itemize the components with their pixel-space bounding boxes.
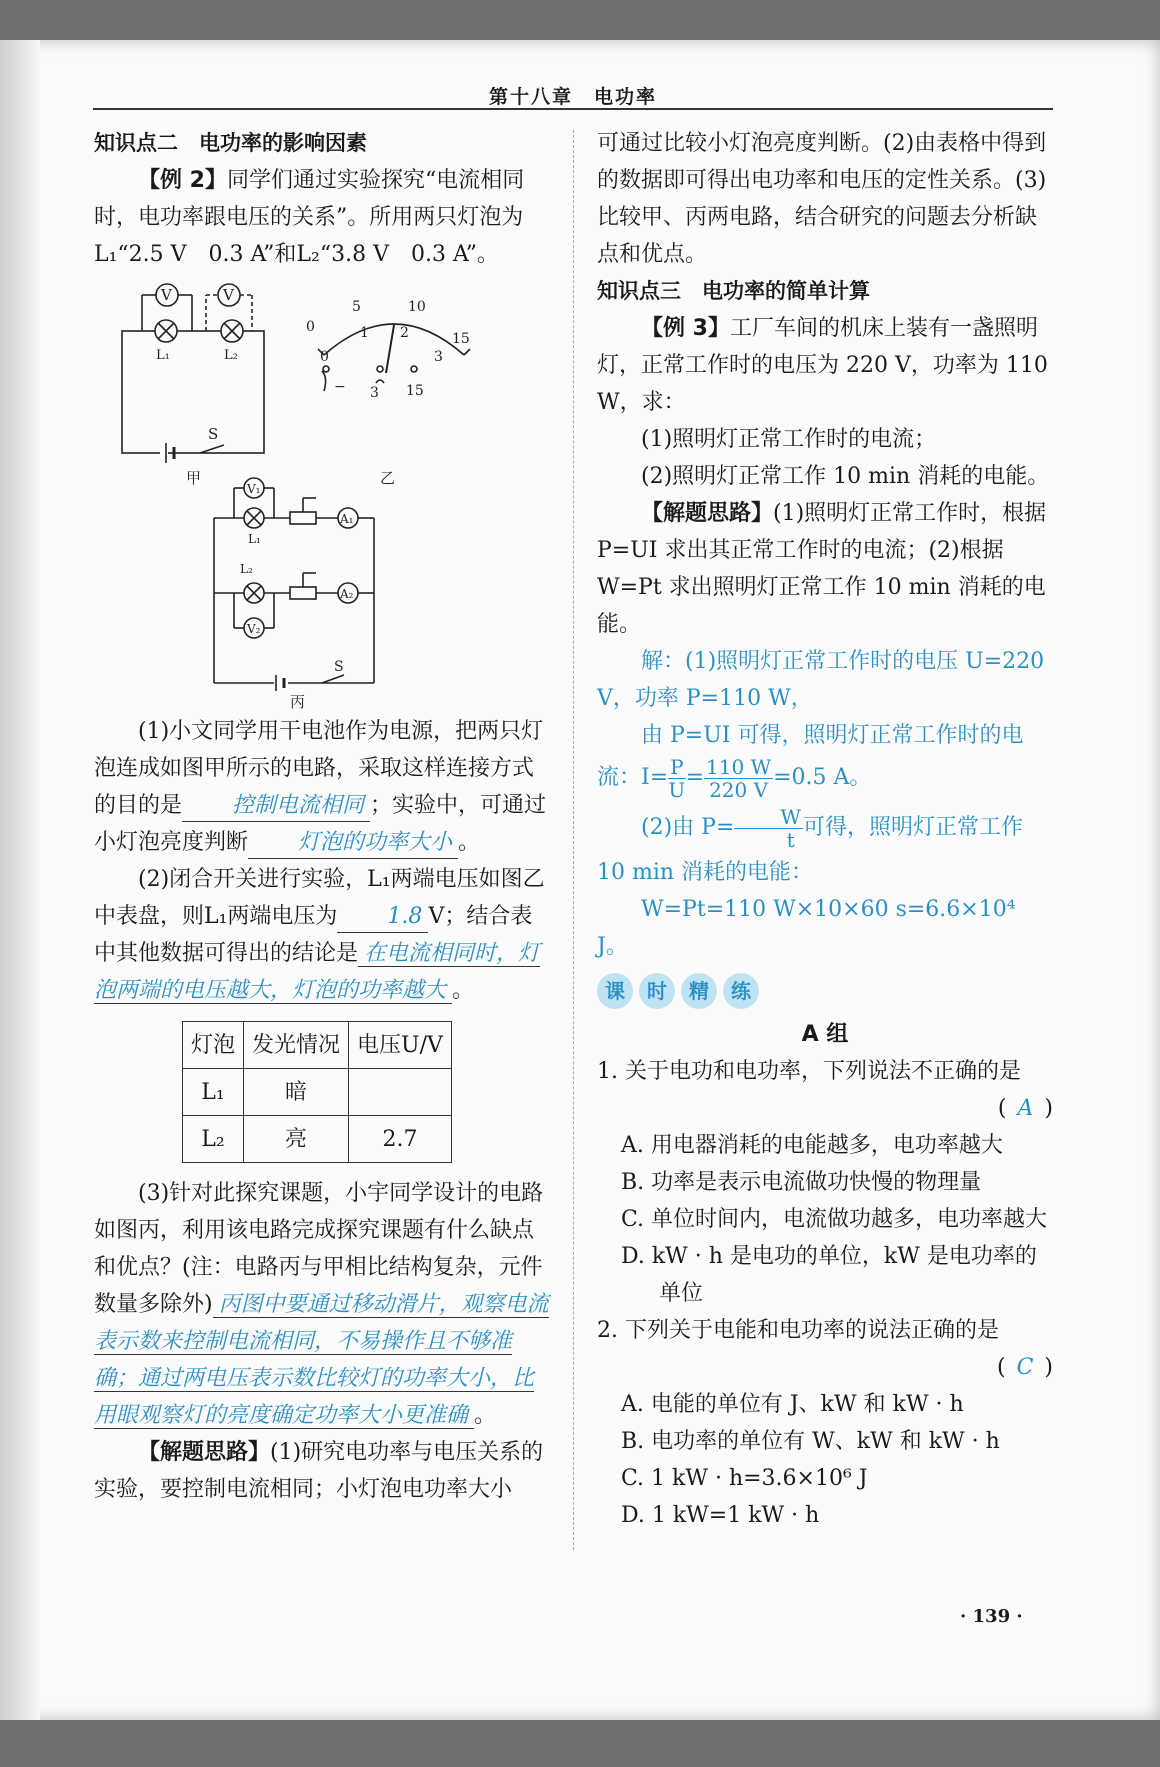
option: A. 用电器消耗的电能越多，电功率越大 bbox=[621, 1133, 1003, 1158]
option: C. 1 kW · h=3.6×10⁶ J bbox=[621, 1466, 868, 1491]
solution-line: 解：(1)照明灯正常工作时的电压 U=220 V，功率 P=110 W， bbox=[597, 649, 1045, 711]
terminal-minus: − bbox=[334, 379, 346, 395]
v-label: V bbox=[161, 286, 172, 304]
v1-label: V₁ bbox=[247, 482, 261, 496]
example-3: 【例 3】工厂车间的机床上装有一盏照明灯，正常工作时的电压为 220 V，功率为 110 W，求： bbox=[597, 316, 1048, 415]
figure-jia bbox=[122, 284, 264, 463]
data-table bbox=[182, 1021, 452, 1163]
scale-top-5: 5 bbox=[352, 299, 361, 315]
figure-bing bbox=[214, 478, 374, 691]
question-1: (1)小文同学用干电池作为电源，把两只灯泡连成如图甲所示的电路，采取这样连接方式的目的是 控制电流相同 ；实验中，可通过小灯泡亮度判断 灯泡的功率大小 。 bbox=[94, 713, 550, 861]
rheostat-icon bbox=[290, 587, 316, 599]
circuit-diagrams-svg bbox=[94, 273, 550, 713]
table-header: 发光情况 bbox=[244, 1022, 349, 1069]
left-column bbox=[94, 125, 550, 1508]
solution-line: (2)由 P= $\frac{W}{t}$ 可得，照明灯正常工作 bbox=[641, 804, 1023, 852]
header-rule bbox=[93, 108, 1053, 110]
solution-idea: 【解题思路】(1)照明灯正常工作时，根据 P=UI 求出其正常工作时的电流；(2)根据 W=Pt 求出照明灯正常工作 10 min 消耗的电能。 bbox=[597, 501, 1047, 637]
terminal-15: 15 bbox=[406, 383, 424, 399]
solution-idea: 【解题思路】(1)研究电功率与电压关系的实验，要控制电流相同；小灯泡电功率大小 bbox=[94, 1440, 544, 1502]
switch-label: S bbox=[208, 425, 219, 443]
page-number: · 139 · bbox=[960, 1606, 1023, 1627]
scale-bottom-2: 2 bbox=[400, 325, 409, 341]
table-header: 灯泡 bbox=[183, 1022, 244, 1069]
l1-label: L₁ bbox=[248, 532, 261, 546]
mc-question-2: 2. 下列关于电能和电功率的说法正确的是 bbox=[597, 1318, 999, 1343]
table-row: L₂ 亮 2.7 bbox=[183, 1116, 452, 1163]
option: B. 电功率的单位有 W、kW 和 kW · h bbox=[621, 1429, 1000, 1454]
a1-label: A₁ bbox=[340, 512, 354, 526]
scale-bottom-3: 3 bbox=[434, 349, 443, 365]
option: D. kW · h 是电功的单位，kW 是电功率的 bbox=[621, 1244, 1037, 1269]
answer-blank: 1.8 bbox=[337, 902, 428, 933]
question-3: (3)针对此探究课题，小宇同学设计的电路如图丙，利用该电路完成探究课题有什么缺点和优点？(注：电路丙与甲相比结构复杂，元件数量多除外) 丙图中要通过移动滑片，观察电流表示数来控制电流相同，不易操作且不够准确；通过两电压表示数比较灯的功率大小，比用眼观察灯的亮度确定功率大小更准确 。 bbox=[94, 1181, 549, 1428]
circuit-figures bbox=[94, 273, 550, 713]
a2-label: A₂ bbox=[340, 587, 354, 601]
right-column bbox=[597, 125, 1053, 1534]
fraction: $\frac{P}{U}$ bbox=[668, 754, 686, 802]
solution-line: 由 P=UI 可得，照明灯正常工作时的电 bbox=[641, 723, 1024, 748]
l2-label: L₂ bbox=[240, 562, 253, 576]
option: B. 功率是表示电流做功快慢的物理量 bbox=[621, 1170, 982, 1195]
practice-banner: 课 时 精 练 bbox=[597, 973, 1053, 1010]
solution-line: W=Pt=110 W×10×60 s=6.6×10⁴ J。 bbox=[597, 897, 1016, 959]
ex3-q1: (1)照明灯正常工作时的电流； bbox=[641, 427, 937, 452]
l1-label: L₁ bbox=[156, 348, 170, 363]
group-title: A 组 bbox=[801, 1022, 849, 1047]
fraction: $\frac{110 W}{220 V}$ bbox=[706, 754, 772, 802]
answer-blank: 在电流相同时，灯泡两端的电压越大，灯泡的功率越大 bbox=[94, 941, 541, 1003]
scale-bottom-1: 1 bbox=[360, 325, 369, 341]
switch-label: S bbox=[334, 659, 344, 675]
answer-blank: 灯泡的功率大小 bbox=[248, 828, 458, 859]
v-label: V bbox=[223, 286, 234, 304]
answer-blank: 控制电流相同 bbox=[182, 791, 370, 822]
figure-jia-caption: 甲 bbox=[186, 469, 202, 487]
page-shadow bbox=[0, 40, 40, 1720]
solution-line: 流：I= $\frac{P}{U}$ = $\frac{110 W}{220 V}$ =0.5 A。 bbox=[597, 754, 872, 802]
v2-label: V₂ bbox=[247, 622, 261, 636]
option: A. 电能的单位有 J、kW 和 kW · h bbox=[621, 1392, 964, 1417]
option: D. 1 kW=1 kW · h bbox=[621, 1503, 820, 1528]
mc-answer-1: ( A ) bbox=[997, 1096, 1053, 1121]
ex2-text: 同学们通过实验探究“电流相同时，电功率跟电压的关系”。所用两只灯泡为L₁“2.5 V 0.3 A”和L₂“3.8 V 0.3 A”。 bbox=[94, 168, 525, 267]
option: C. 单位时间内，电流做功越多，电功率越大 bbox=[621, 1207, 1048, 1232]
terminal-3: 3 bbox=[370, 385, 379, 401]
question-2: (2)闭合开关进行实验，L₁两端电压如图乙中表盘，则L₁两端电压为 1.8 V；结合表中其他数据可得出的结论是 在电流相同时，灯泡两端的电压越大，灯泡的功率越大 。 bbox=[94, 867, 545, 1003]
solution-line: 10 min 消耗的电能： bbox=[597, 860, 814, 885]
table-header: 电压U/V bbox=[349, 1022, 452, 1069]
scale-top-15: 15 bbox=[452, 331, 470, 347]
figure-bing-caption: 丙 bbox=[290, 693, 306, 711]
scale-top-10: 10 bbox=[408, 299, 426, 315]
option-continued: 单位 bbox=[659, 1281, 704, 1306]
mc-answer-2: ( C ) bbox=[996, 1355, 1053, 1380]
rheostat-icon bbox=[290, 512, 316, 524]
answer-blank: 丙图中要通过移动滑片，观察电流表示数来控制电流相同，不易操作且不够准确；通过两电压表示数比较灯的功率大小，比用眼观察灯的亮度确定功率大小更准确 bbox=[94, 1292, 549, 1428]
ex2-label: 【例 2】 bbox=[138, 168, 227, 193]
l2-label: L₂ bbox=[224, 348, 238, 363]
mc-question-1: 1. 关于电功和电功率，下列说法不正确的是 bbox=[597, 1059, 1021, 1084]
kp3-title: 知识点三 电功率的简单计算 bbox=[597, 279, 870, 303]
idea-continued: 可通过比较小灯泡亮度判断。(2)由表格中得到的数据即可得出电功率和电压的定性关系。(3)比较甲、丙两电路，结合研究的问题去分析缺点和优点。 bbox=[597, 131, 1047, 267]
ex3-q2: (2)照明灯正常工作 10 min 消耗的电能。 bbox=[641, 464, 1050, 489]
column-divider bbox=[573, 130, 574, 1550]
figure-yi-caption: 乙 bbox=[380, 469, 396, 487]
fraction: $\frac{W}{t}$ bbox=[734, 806, 803, 851]
scale-bottom-0: 0 bbox=[320, 349, 329, 365]
chapter-header: 第十八章 电功率 bbox=[488, 86, 657, 108]
scale-top-0: 0 bbox=[306, 319, 315, 335]
example-2 bbox=[94, 162, 550, 273]
kp2-title: 知识点二 电功率的影响因素 bbox=[94, 131, 367, 155]
table-row: L₁ 暗 bbox=[183, 1069, 452, 1116]
